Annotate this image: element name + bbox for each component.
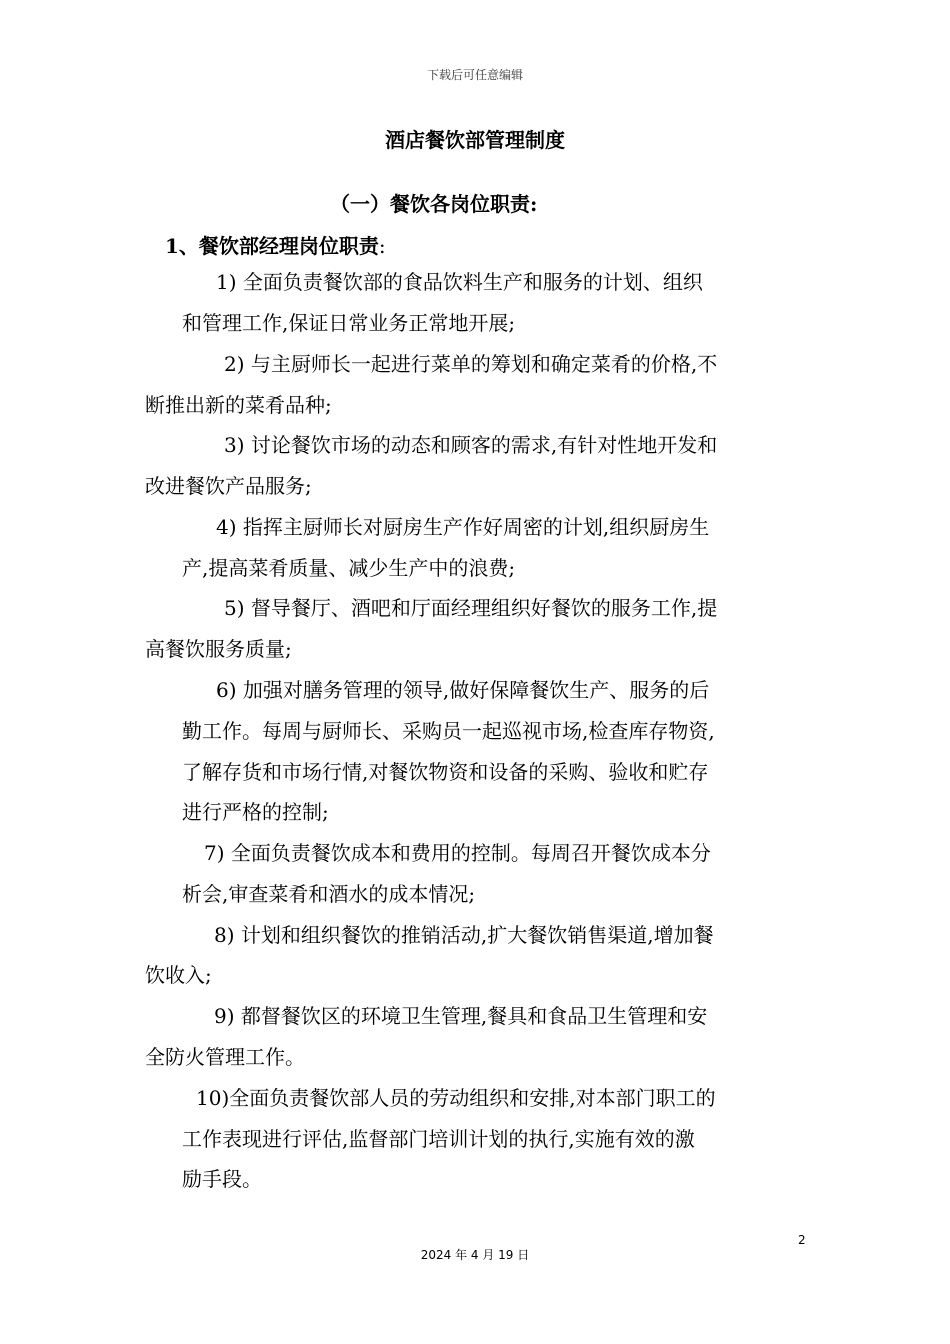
paragraph-line: 8) 计划和组织餐饮的推销活动,扩大餐饮销售渠道,增加餐 [214,923,714,947]
document-title: 酒店餐饮部管理制度 [385,128,565,152]
paragraph-line: 10)全面负责餐饮部人员的劳动组织和安排,对本部门职工的 [196,1086,716,1110]
paragraph-line: 进行严格的控制; [182,800,329,824]
paragraph-line: 断推出新的菜肴品种; [145,393,332,417]
page-header: 下载后可任意编辑 [426,68,523,82]
paragraph-line: 9) 都督餐饮区的环境卫生管理,餐具和食品卫生管理和安 [214,1004,708,1028]
paragraph-line: 4) 指挥主厨师长对厨房生产作好周密的计划,组织厨房生 [216,515,710,539]
paragraph-line: 2) 与主厨师长一起进行菜单的筹划和确定菜肴的价格,不 [224,352,718,376]
paragraph-line: 5) 督导餐厅、酒吧和厅面经理组织好餐饮的服务工作,提 [224,596,718,620]
footer-date: 2024 年 4 月 19 日 [420,1248,530,1262]
paragraph-line: 6) 加强对膳务管理的领导,做好保障餐饮生产、服务的后 [216,678,710,702]
subsection-title: 1、餐饮部经理岗位职责 [165,234,379,258]
section-heading: （一）餐饮各岗位职责: [330,192,538,216]
paragraph-line: 产,提高菜肴质量、减少生产中的浪费; [182,556,516,580]
page-number: 2 [798,1233,806,1247]
paragraph-line: 1) 全面负责餐饮部的食品饮料生产和服务的计划、组织 [216,270,703,294]
paragraph-line: 勤工作。每周与厨师长、采购员一起巡视市场,检查库存物资, [182,719,715,743]
paragraph-line: 高餐饮服务质量; [145,637,292,661]
subsection-heading [165,230,386,259]
paragraph-line: 工作表现进行评估,监督部门培训计划的执行,实施有效的激 [182,1127,695,1151]
subsection-colon: : [378,234,386,258]
paragraph-line: 7) 全面负责餐饮成本和费用的控制。每周召开餐饮成本分 [204,841,711,865]
paragraph-line: 全防火管理工作。 [145,1045,305,1069]
paragraph-line: 和管理工作,保证日常业务正常地开展; [182,311,516,335]
paragraph-line: 励手段。 [182,1167,262,1191]
paragraph-line: 了解存货和市场行情,对餐饮物资和设备的采购、验收和贮存 [182,760,709,784]
paragraph-line: 改进餐饮产品服务; [145,474,312,498]
paragraph-line: 饮收入; [145,963,212,987]
paragraph-line: 3) 讨论餐饮市场的动态和顾客的需求,有针对性地开发和 [224,433,718,457]
paragraph-line: 析会,审查菜肴和酒水的成本情况; [182,882,476,906]
